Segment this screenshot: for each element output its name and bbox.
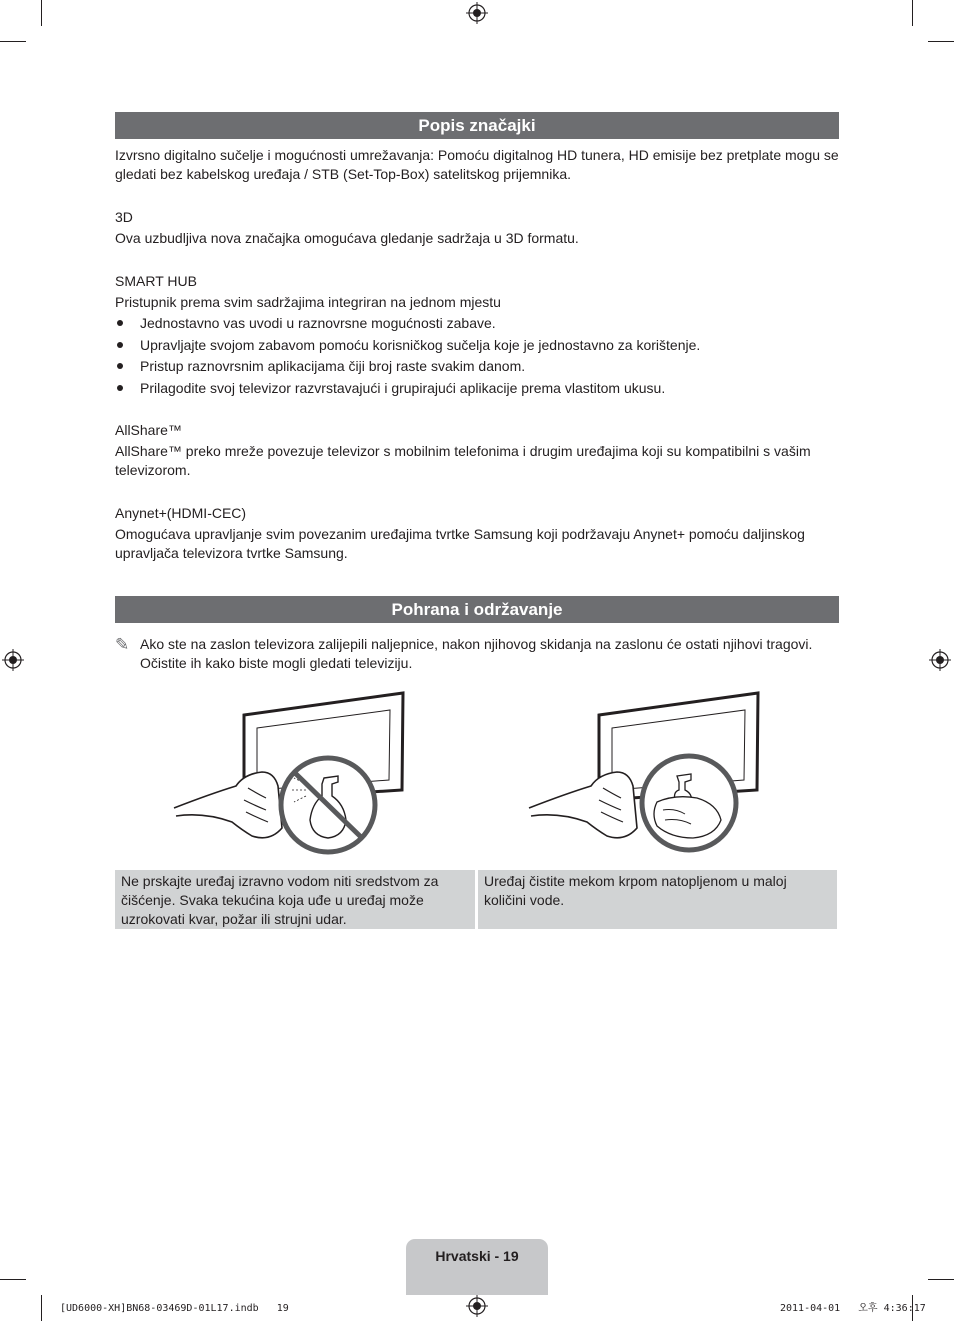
note-pencil-icon: ✎ — [115, 635, 130, 654]
feature-text-smart-hub: Pristupnik prema svim sadržajima integriran na jednom mjestu — [115, 294, 501, 310]
crop-mark — [928, 41, 954, 42]
list-item: Pristup raznovrsnim aplikacijama čiji broj raste svakim danom. — [115, 357, 839, 379]
registration-mark-icon — [466, 2, 488, 24]
illustration-soft-cloth-icon — [525, 690, 765, 860]
caption-no-spray: Ne prskajte uređaj izravno vodom niti sredstvom za čišćenje. Svaka tekućina koja uđe u uređaj može uzrokovati kvar, požar ili strujni udar. — [115, 870, 475, 929]
feature-text-anynet: Omogućava upravljanje svim povezanim uređajima tvrtke Samsung koji podržavaju Anynet+ pomoću daljinskog upravljača televizora tvrtke Samsung. — [115, 526, 805, 561]
feature-text-3d: Ova uzbudljiva nova značajka omogućava gledanje sadržaja u 3D formatu. — [115, 230, 579, 246]
registration-mark-icon — [2, 649, 24, 671]
print-slug-right: 2011-04-01 오후 4:36:17 — [780, 1303, 926, 1314]
section-title-storage: Pohrana i održavanje — [115, 596, 839, 623]
feature-heading-smart-hub: SMART HUB — [115, 273, 197, 289]
features-intro: Izvrsno digitalno sučelje i mogućnosti umrežavanja: Pomoću digitalnog HD tunera, HD emisije bez pretplate mogu se gledati bez kabelskog uređaja / STB (Set-Top-Box) satelitskog prijemnika. — [115, 147, 839, 182]
crop-mark — [928, 1279, 954, 1280]
feature-heading-anynet: Anynet+(HDMI-CEC) — [115, 505, 247, 521]
feature-heading-allshare: AllShare™ — [115, 422, 182, 438]
crop-mark — [912, 0, 913, 26]
crop-mark — [0, 41, 26, 42]
section-title-features: Popis značajki — [115, 112, 839, 139]
storage-note-text: Ako ste na zaslon televizora zalijepili naljepnice, nakon njihovog skidanja na zaslonu će ostati njihovi tragovi. Očistite ih kako biste mogli gledati televiziju. — [140, 636, 813, 671]
registration-mark-icon — [466, 1295, 488, 1317]
caption-soft-cloth: Uređaj čistite mekom krpom natopljenom u maloj količini vode. — [478, 870, 837, 929]
list-item: Jednostavno vas uvodi u raznovrsne mogućnosti zabave. — [115, 314, 839, 336]
list-item: Upravljajte svojom zabavom pomoću korisničkog sučelja koje je jednostavno za korištenje. — [115, 336, 839, 358]
print-slug-left: [UD6000-XH]BN68-03469D-01L17.indb 19 — [60, 1303, 289, 1314]
registration-mark-icon — [929, 649, 951, 671]
feature-heading-3d: 3D — [115, 209, 133, 225]
feature-text-allshare: AllShare™ preko mreže povezuje televizor s mobilnim telefonima i drugim uređajima koji su kompatibilni s vašim televizorom. — [115, 443, 811, 478]
list-item: Prilagodite svoj televizor razvrstavajući i grupirajući aplikacije prema vlastitom ukusu. — [115, 379, 839, 401]
crop-mark — [41, 1295, 42, 1321]
illustration-no-spray-icon — [170, 690, 410, 860]
page-number-tab: Hrvatski - 19 — [406, 1239, 548, 1295]
crop-mark — [0, 1279, 26, 1280]
smart-hub-bullet-list — [115, 314, 839, 400]
crop-mark — [41, 0, 42, 26]
